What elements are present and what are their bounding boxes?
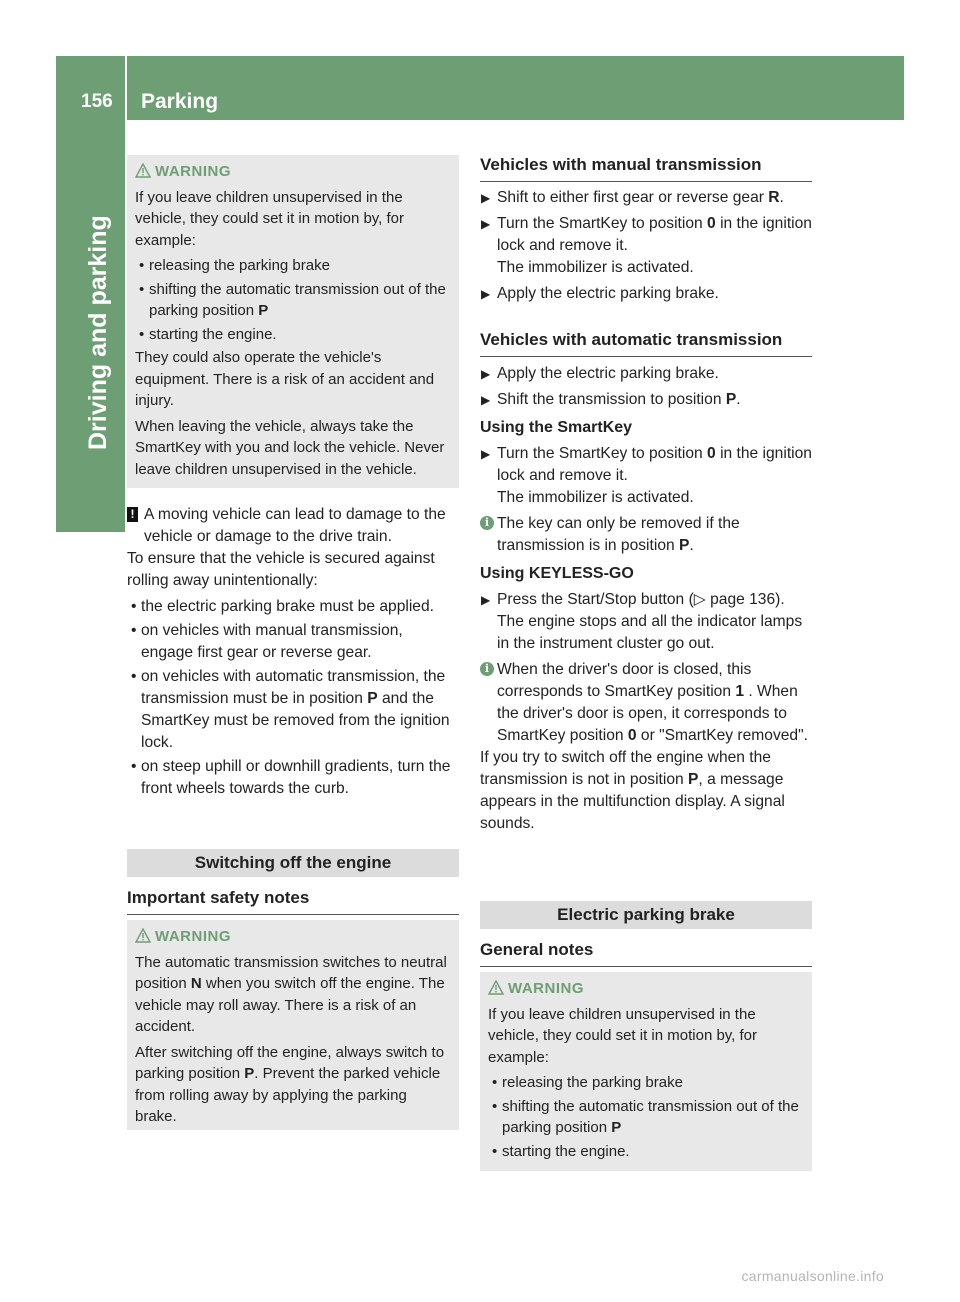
list-item: • shifting the automatic transmission out of the parking position P bbox=[135, 279, 451, 322]
info-icon: i bbox=[480, 662, 494, 676]
header-divider bbox=[125, 56, 127, 120]
manual-steps bbox=[480, 187, 812, 305]
watermark: carmanualsonline.info bbox=[741, 1268, 884, 1284]
left-body bbox=[127, 504, 459, 802]
arrow-right-icon: ▶ bbox=[481, 367, 491, 381]
warning-box-neutral bbox=[127, 920, 459, 1130]
ensure-paragraph: To ensure that the vehicle is secured against rolling away unintentionally: bbox=[127, 550, 435, 589]
warning-title: WARNING bbox=[155, 161, 451, 183]
section-electric-parking-brake: Electric parking brake bbox=[480, 901, 812, 929]
info-icon: i bbox=[480, 516, 494, 530]
step-item: ▶ Turn the SmartKey to position 0 in the ignition lock and remove it. The immobilizer is activated. bbox=[481, 445, 812, 506]
warning-triangle-icon bbox=[135, 163, 151, 178]
list-item: • releasing the parking brake bbox=[488, 1072, 804, 1094]
list-item: • on steep uphill or downhill gradients, turn the front wheels towards the curb. bbox=[127, 756, 459, 800]
info-note: i When the driver's door is closed, this corresponds to SmartKey position 1 . When the driver's door is open, it corresponds to SmartKey position 0 or "SmartKey removed". bbox=[480, 659, 812, 747]
page-reference-icon: ▷ bbox=[693, 591, 706, 608]
exclamation-icon: ! bbox=[127, 507, 138, 522]
warning-box-children bbox=[127, 155, 459, 488]
arrow-right-icon: ▶ bbox=[481, 393, 491, 407]
arrow-right-icon: ▶ bbox=[481, 593, 491, 607]
subheading-general-notes: General notes bbox=[480, 940, 812, 967]
step-item: ▶ Apply the electric parking brake. bbox=[480, 283, 812, 305]
page-number: 156 bbox=[81, 91, 113, 112]
list-item: • on vehicles with manual transmission, engage first gear or reverse gear. bbox=[127, 620, 459, 664]
subheading-safety-notes: Important safety notes bbox=[127, 888, 459, 915]
arrow-right-icon: ▶ bbox=[481, 447, 491, 461]
list-item: • starting the engine. bbox=[488, 1141, 804, 1163]
arrow-right-icon: ▶ bbox=[481, 287, 491, 301]
list-item: • the electric parking brake must be applied. bbox=[127, 596, 459, 618]
warning-paragraph: The automatic transmission switches to neutral position N when you switch off the engine. The vehicle may roll away. There is a risk of an accident. bbox=[135, 953, 447, 1035]
warning-intro: If you leave children unsupervised in the vehicle, they could set it in motion by, for example: bbox=[135, 188, 405, 249]
subheading-smartkey: Using the SmartKey bbox=[480, 419, 633, 436]
section-switching-off: Switching off the engine bbox=[127, 849, 459, 877]
warning-title: WARNING bbox=[155, 926, 451, 948]
step-item: ▶ Turn the SmartKey to position 0 in the ignition lock and remove it. The immobilizer is activated. bbox=[481, 215, 812, 276]
paragraph-message: If you try to switch off the engine when the transmission is not in position P, a message appears in the multifunction display. A signal sounds. bbox=[480, 749, 785, 832]
heading-manual-transmission: Vehicles with manual transmission bbox=[480, 155, 812, 182]
list-item: • starting the engine. bbox=[135, 324, 451, 346]
warning-triangle-icon bbox=[135, 928, 151, 943]
chapter-label: Driving and parking bbox=[84, 215, 112, 450]
warning-triangle-icon bbox=[488, 980, 504, 995]
warning-intro: If you leave children unsupervised in the vehicle, they could set it in motion by, for example: bbox=[488, 1005, 758, 1066]
warning-paragraph: They could also operate the vehicle's equipment. There is a risk of an accident and injury. bbox=[135, 349, 435, 409]
notice-damage: ! A moving vehicle can lead to damage to the vehicle or damage to the drive train. bbox=[127, 504, 459, 548]
arrow-right-icon: ▶ bbox=[481, 217, 491, 231]
heading-automatic-transmission: Vehicles with automatic transmission bbox=[480, 330, 812, 357]
step-item: ▶ Apply the electric parking brake. bbox=[480, 363, 812, 385]
warning-paragraph: After switching off the engine, always switch to parking position P. Prevent the parked vehicle from rolling away by applying the parking brake. bbox=[135, 1043, 445, 1125]
automatic-steps bbox=[480, 363, 812, 839]
subheading-keyless-go: Using KEYLESS-GO bbox=[480, 565, 634, 582]
step-item: ▶ Press the Start/Stop button (▷ page 136). The engine stops and all the indicator lamps in the instrument cluster go out. bbox=[481, 591, 803, 652]
page-title: Parking bbox=[141, 90, 219, 113]
list-item: • releasing the parking brake bbox=[135, 255, 451, 277]
arrow-right-icon: ▶ bbox=[481, 191, 491, 205]
list-item: • on vehicles with automatic transmission, the transmission must be in position P and the SmartKey must be removed from the ignition lock. bbox=[127, 666, 459, 754]
warning-paragraph: When leaving the vehicle, always take the SmartKey with you and lock the vehicle. Never leave children unsupervised in the vehicle. bbox=[135, 417, 445, 478]
step-item: ▶ Shift to either first gear or reverse gear R. bbox=[480, 187, 812, 209]
warning-box-children-2 bbox=[480, 972, 812, 1171]
warning-title: WARNING bbox=[508, 978, 804, 1000]
info-note: i The key can only be removed if the transmission is in position P. bbox=[480, 513, 812, 557]
list-item: • shifting the automatic transmission out of the parking position P bbox=[488, 1096, 804, 1139]
step-item: ▶ Shift the transmission to position P. bbox=[480, 389, 812, 411]
